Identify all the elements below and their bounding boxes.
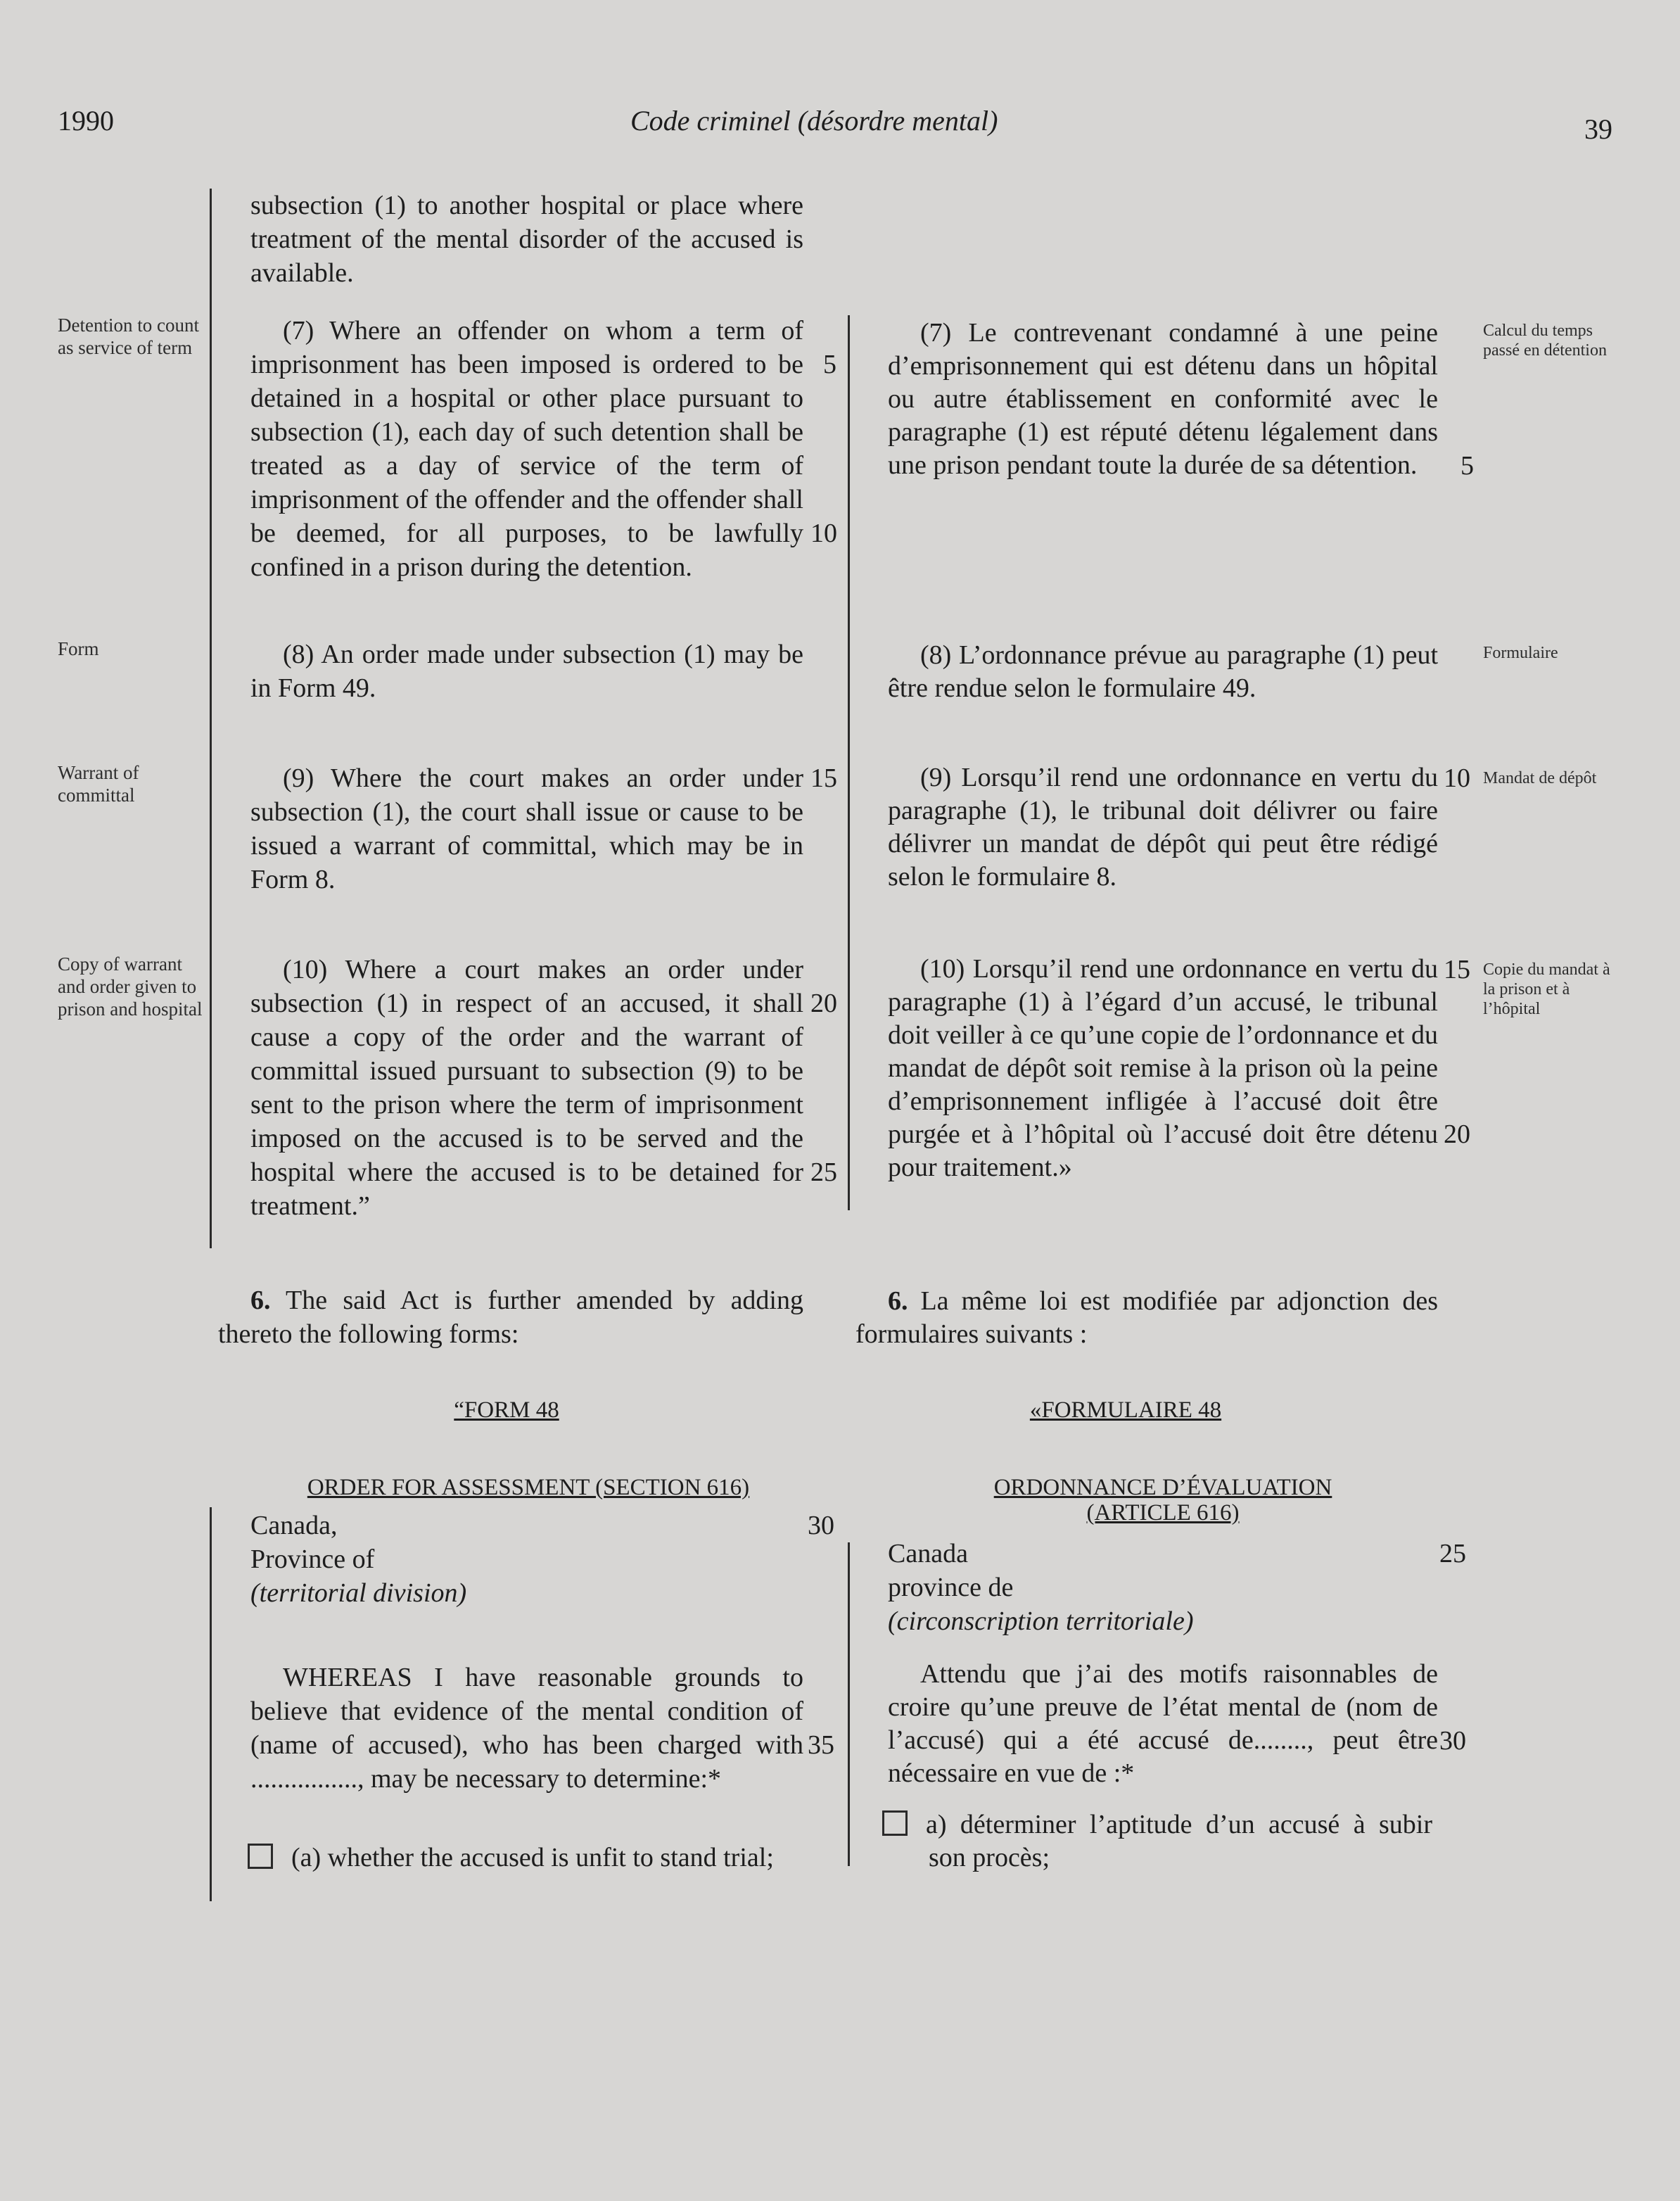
en-form-place: Canada, Province of (territorial division) bbox=[250, 1511, 467, 1608]
margin-note-copie: Copie du mandat à la prison et à l’hôpital bbox=[1483, 960, 1610, 1018]
en-form-subtitle: ORDER FOR ASSESSMENT (SECTION 616) bbox=[307, 1475, 750, 1500]
en-line-number: 5 bbox=[823, 350, 836, 379]
en-section-6: 6. The said Act is further amended by adding thereto the following forms: bbox=[218, 1286, 803, 1349]
en-form-option-a: (a) whether the accused is unfit to stand trial; bbox=[248, 1841, 801, 1875]
fr-subsection-9: (9) Lorsqu’il rend une ordonnance en vertu du paragraphe (1), le tribunal doit délivrer ou faire délivrer un mandat de dépôt qui peut être rédigé selon le formulaire 8. bbox=[888, 763, 1438, 892]
checkbox-a[interactable] bbox=[248, 1844, 273, 1869]
en-subsection-10: (10) Where a court makes an order under subsection (1) in respect of an accused, it shall cause a copy of the order and the warrant of committal issued pursuant to subsection (9) to be sent to the prison where the term of imprisonment imposed on the accused is to be served and the hospital where the accused is to be detained for treatment.” bbox=[250, 955, 803, 1221]
center-column-rule bbox=[848, 315, 850, 1210]
fr-form-place: Canada province de (circonscription territoriale) bbox=[888, 1539, 1194, 1636]
checkbox-a-fr[interactable] bbox=[882, 1810, 908, 1836]
en-line-number: 15 bbox=[810, 763, 837, 793]
en-form-whereas: WHEREAS I have reasonable grounds to believe that evidence of the mental condition of (name of accused), who has been charged with ................, may be necessary to determine:* bbox=[250, 1663, 803, 1794]
margin-note-formulaire: Formulaire bbox=[1483, 644, 1558, 662]
fr-subsection-10: (10) Lorsqu’il rend une ordonnance en vertu du paragraphe (1) à l’égard d’un accusé, le tribunal doit veiller à ce qu’une copie de l’ordonnance et du mandat de dépôt soit remise à la prison où la peine d’emprisonnement infligée à l’accusé doit être purgée et à l’hôpital où l’accusé doit être détenu pour traitement.» bbox=[888, 954, 1438, 1182]
en-subsection-8: (8) An order made under subsection (1) may be in Form 49. bbox=[250, 640, 803, 703]
margin-note-copy: Copy of warrant and order given to prison and hospital bbox=[58, 953, 203, 1020]
fr-line-number: 5 bbox=[1461, 451, 1474, 481]
fr-form-title: «FORMULAIRE 48 bbox=[1029, 1397, 1222, 1423]
fr-subsection-7: (7) Le contrevenant condamné à une peine d’emprisonnement qui est détenu dans un hôpital ou autre établissement en conformité avec le paragraphe (1) est réputé détenu légalement dans une prison pendant toute la durée de sa détention. bbox=[888, 318, 1438, 480]
en-subsection-9: (9) Where the court makes an order under subsection (1), the court shall issue or cause to be issued a warrant of committal, which may be in Form 8. bbox=[250, 763, 803, 894]
en-subsection-7: (7) Where an offender on whom a term of imprisonment has been imposed is ordered to be detained in a hospital or other place pursuant to subsection (1), each day of such detention shall be treated as a day of service of the term of imprisonment of the offender and the offender shall be deemed, for all purposes, to be lawfully confined in a prison during the detention. bbox=[250, 316, 803, 582]
header-page-number: 39 bbox=[1584, 113, 1612, 145]
fr-line-number: 10 bbox=[1444, 763, 1470, 793]
fr-line-number: 20 bbox=[1444, 1119, 1470, 1149]
fr-subsection-8: (8) L’ordonnance prévue au paragraphe (1) peut être rendue selon le formulaire 49. bbox=[888, 640, 1438, 703]
left-column-rule bbox=[210, 189, 212, 1248]
form-center-rule bbox=[848, 1542, 850, 1866]
en-line-number: 35 bbox=[808, 1730, 834, 1760]
fr-line-number: 30 bbox=[1439, 1726, 1466, 1756]
en-line-number: 10 bbox=[810, 519, 837, 548]
margin-note-mandat: Mandat de dépôt bbox=[1483, 769, 1597, 787]
margin-note-warrant: Warrant of committal bbox=[58, 762, 139, 806]
en-continuation: subsection (1) to another hospital or place where treatment of the mental disorder of the accused is available. bbox=[250, 191, 803, 288]
header-year: 1990 bbox=[58, 105, 114, 137]
fr-section-6: 6. La même loi est modifiée par adjonction des formulaires suivants : bbox=[855, 1286, 1438, 1349]
en-line-number: 30 bbox=[808, 1511, 834, 1540]
margin-note-detention: Detention to count as service of term bbox=[58, 315, 199, 358]
fr-line-number: 25 bbox=[1439, 1539, 1466, 1568]
fr-form-option-a: a) déterminer l’aptitude d’un accusé à subir son procès; bbox=[882, 1808, 1432, 1875]
fr-form-subtitle: ORDONNANCE D’ÉVALUATION (ARTICLE 616) bbox=[993, 1475, 1332, 1526]
en-line-number: 25 bbox=[810, 1157, 837, 1187]
fr-form-whereas: Attendu que j’ai des motifs raisonnables de croire qu’une preuve de l’état mental de (nom de l’accusé) qui a été accusé de........, peut être nécessaire en vue de :* bbox=[888, 1659, 1438, 1788]
margin-note-calcul: Calcul du temps passé en détention bbox=[1483, 322, 1607, 360]
margin-note-form: Form bbox=[58, 638, 99, 659]
en-form-title: “FORM 48 bbox=[454, 1397, 559, 1423]
form-left-rule bbox=[210, 1507, 212, 1901]
header-title: Code criminel (désordre mental) bbox=[630, 105, 998, 137]
en-line-number: 20 bbox=[810, 989, 837, 1018]
fr-line-number: 15 bbox=[1444, 955, 1470, 984]
